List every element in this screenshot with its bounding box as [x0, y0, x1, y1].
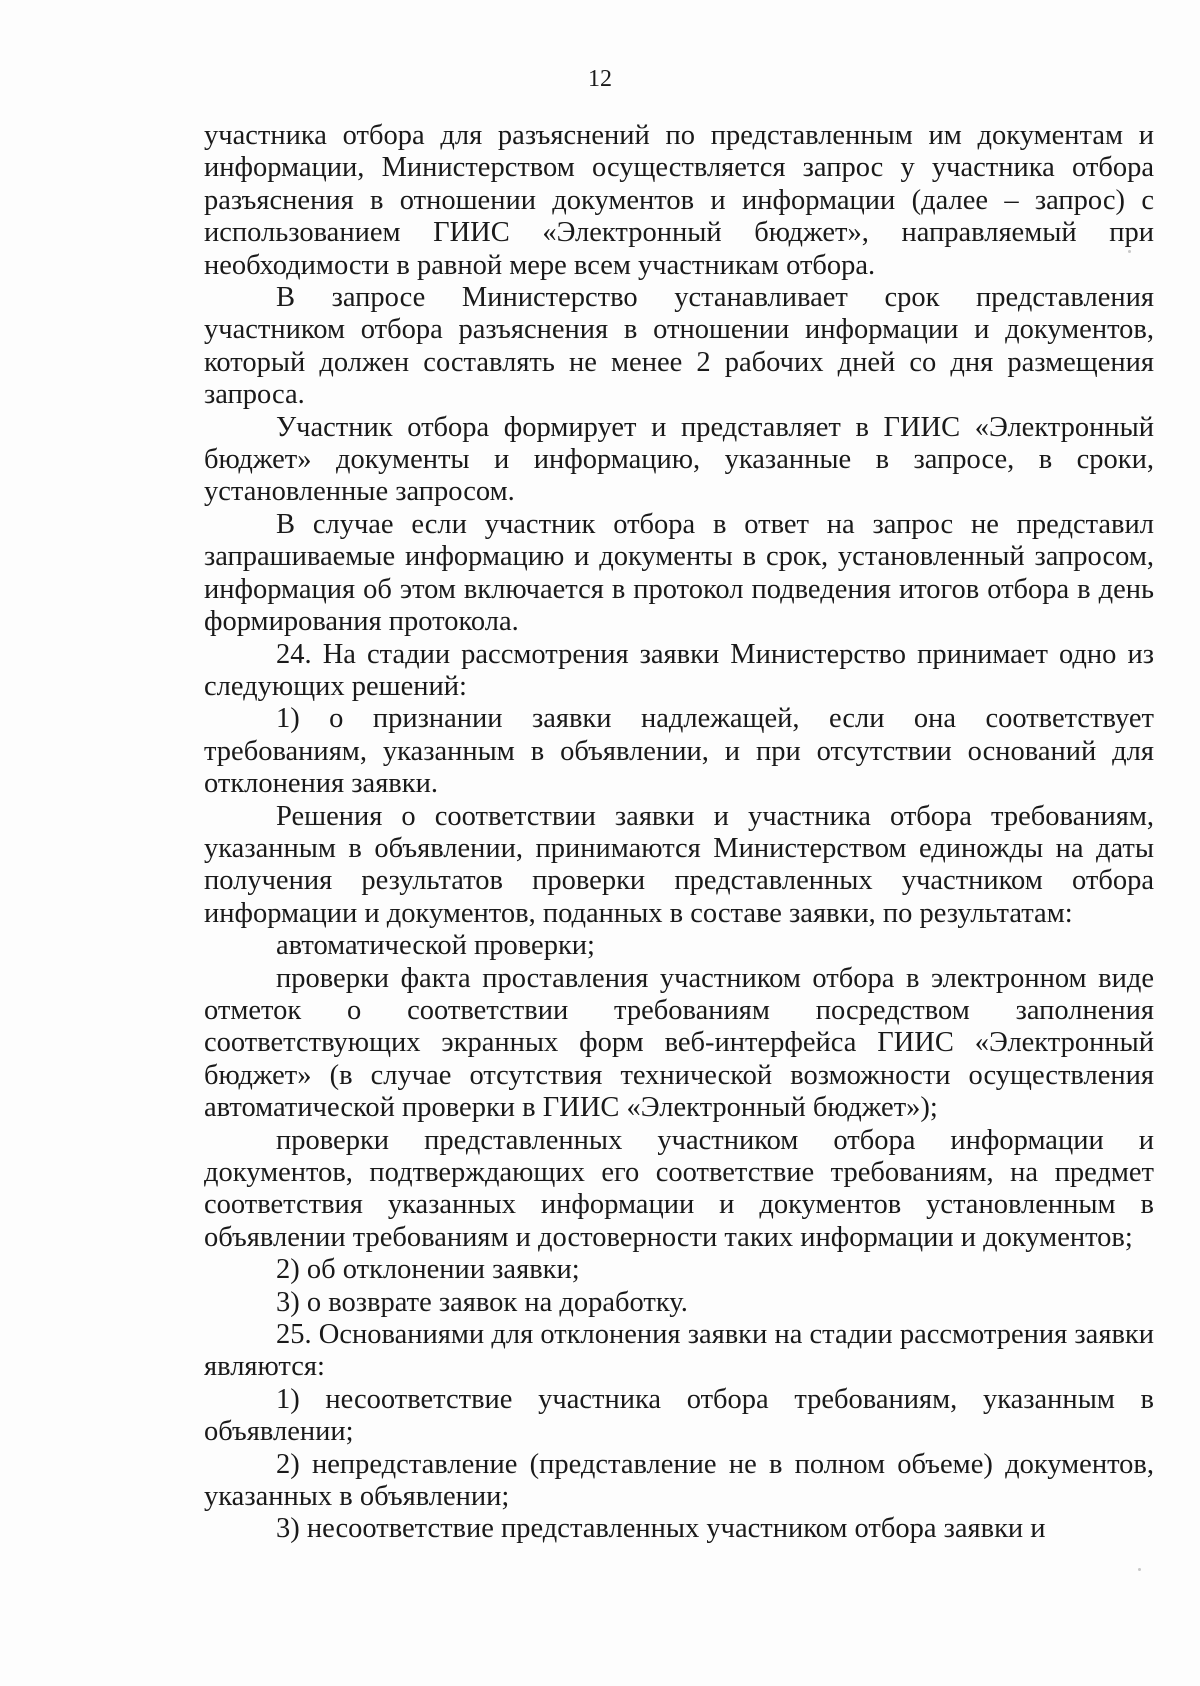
paragraph-1: участника отбора для разъяснений по представленным им документам и информации, Министерством осуществляется запрос у участника отбора разъяснения в отношении документов и информации (далее – запрос) с использованием ГИИС «Электронный бюджет», направляемый при необходимости в равной мере всем участникам отбора. [204, 120, 1154, 281]
paragraph-14: 1) несоответствие участника отбора требованиям, указанным в объявлении; [204, 1383, 1154, 1448]
scan-speck [1128, 250, 1131, 253]
paragraph-10: проверки представленных участником отбора информации и документов, подтверждающих его соответствие требованиям, на предмет соответствия указанных информации и документов установленным в объявлении требованиям и достоверности таких информации и документов; [204, 1124, 1154, 1253]
paragraph-16: 3) несоответствие представленных участником отбора заявки и [276, 1513, 1046, 1545]
paragraph-6: 1) о признании заявки надлежащей, если она соответствует требованиям, указанным в объявлении, и при отсутствии оснований для отклонения заявки. [204, 703, 1154, 800]
body-text [204, 120, 1154, 1546]
paragraph-8: автоматической проверки; [276, 930, 595, 962]
paragraph-3: Участник отбора формирует и представляет в ГИИС «Электронный бюджет» документы и информацию, указанные в запросе, в сроки, установленные запросом. [204, 411, 1154, 508]
paragraph-4: В случае если участник отбора в ответ на запрос не представил запрашиваемые информацию и документы в срок, установленный запросом, информация об этом включается в протокол подведения итогов отбора в день формирования протокола. [204, 508, 1154, 638]
page-number: 12 [588, 66, 612, 92]
paragraph-9: проверки факта проставления участником отбора в электронном виде отметок о соответствии требованиям посредством заполнения соответствующих экранных форм веб-интерфейса ГИИС «Электронный бюджет» (в случае отсутствия технической возможности осуществления автоматической проверки в ГИИС «Электронный бюджет»); [204, 962, 1154, 1124]
paragraph-11: 2) об отклонении заявки; [276, 1254, 580, 1286]
paragraph-12: 3) о возврате заявок на доработку. [276, 1286, 688, 1318]
scan-speck [1138, 1568, 1141, 1571]
paragraph-15: 2) непредставление (представление не в полном объеме) документов, указанных в объявлении; [204, 1448, 1154, 1513]
paragraph-5: 24. На стадии рассмотрения заявки Министерство принимает одно из следующих решений: [204, 638, 1154, 702]
paragraph-13: 25. Основаниями для отклонения заявки на стадии рассмотрения заявки являются: [204, 1319, 1154, 1383]
paragraph-2: В запросе Министерство устанавливает срок представления участником отбора разъяснения в отношении информации и документов, который должен составлять не менее 2 рабочих дней со дня размещения запроса. [204, 282, 1154, 411]
paragraph-7: Решения о соответствии заявки и участника отбора требованиям, указанным в объявлении, принимаются Министерством единожды на даты получения результатов проверки представленных участником отбора информации и документов, поданных в составе заявки, по результатам: [204, 800, 1154, 929]
